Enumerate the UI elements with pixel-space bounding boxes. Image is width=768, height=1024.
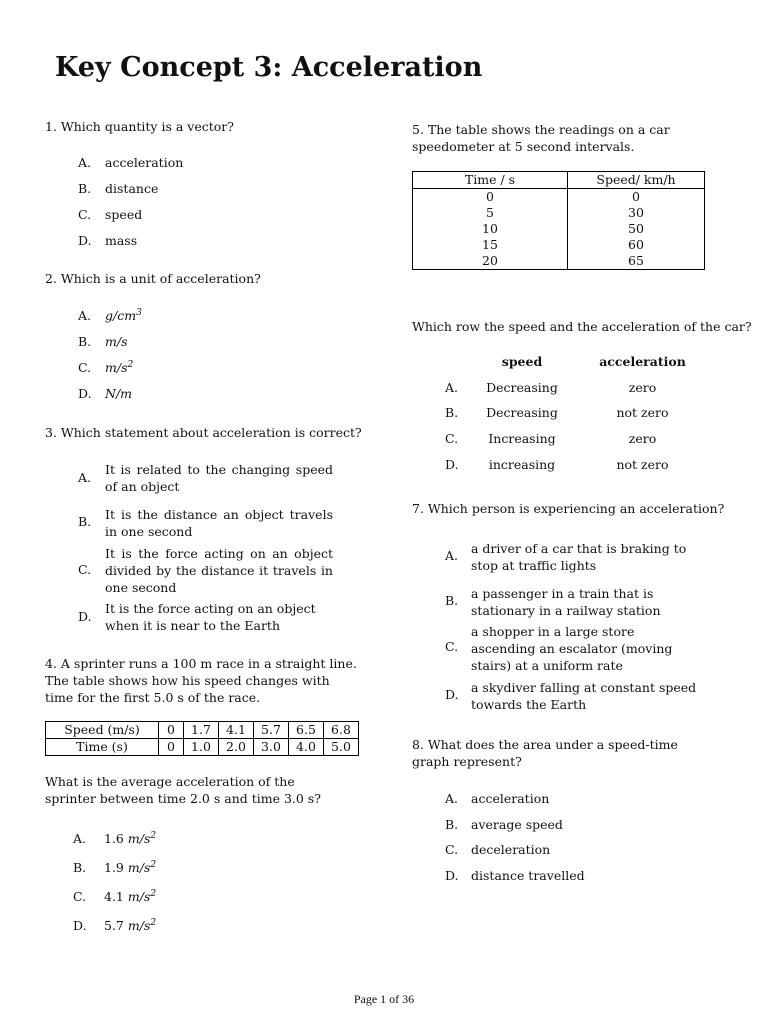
option-acceleration: zero (628, 380, 657, 395)
option-text: deceleration (471, 842, 551, 857)
option-letter: C. (78, 562, 92, 577)
option-speed: increasing (488, 457, 556, 472)
table-cell: 3.0 (254, 739, 289, 756)
option-text: a passenger in a train that is stationary in a railway station (471, 586, 661, 618)
option-math (105, 360, 133, 375)
option-exponent: 2 (150, 918, 157, 928)
option-acceleration: zero (628, 431, 657, 446)
option-value (104, 918, 156, 933)
option-letter: A. (78, 470, 92, 485)
option-letter: B. (445, 593, 459, 608)
table-cell: 6.5 (289, 722, 324, 739)
option-letter: A. (445, 380, 459, 395)
page-title: Key Concept 3: Acceleration (55, 52, 483, 83)
option-letter: C. (78, 360, 92, 375)
table-cell: 1.0 (184, 739, 219, 756)
table-cell: 0 (159, 739, 184, 756)
option-unit: m/s (127, 831, 151, 847)
option-letter: C. (445, 842, 459, 857)
option-speed: Increasing (488, 431, 556, 446)
option-unit: g/cm (105, 308, 137, 324)
question-3-text: 3. Which statement about acceleration is correct? (45, 425, 362, 440)
option-letter: B. (73, 860, 87, 875)
sprinter-table (45, 721, 359, 756)
question-4-prompt: What is the average acceleration of the sprinter between time 2.0 s and time 3.0 s? (45, 774, 321, 806)
option-acceleration: not zero (616, 457, 669, 472)
table-header: Time / s (413, 172, 568, 189)
table-cell: 6.8 (324, 722, 359, 739)
table-row (413, 189, 705, 206)
question-8-text: 8. What does the area under a speed-time graph represent? (412, 737, 678, 769)
option-math (105, 386, 132, 401)
option-exponent: 2 (150, 831, 157, 841)
option-exponent: 3 (136, 308, 142, 318)
table-cell: 1.7 (184, 722, 219, 739)
option-letter: D. (445, 457, 459, 472)
option-number: 5.7 (104, 918, 124, 934)
option-letter: B. (445, 405, 459, 420)
option-number: 4.1 (104, 889, 124, 905)
row-label: Time (s) (46, 739, 159, 756)
option-letter: C. (445, 639, 459, 654)
option-letter: A. (445, 548, 459, 563)
option-text: a shopper in a large store ascending an escalator (moving stairs) at a uniform rate (471, 624, 673, 673)
option-text: It is related to the changing speed of an object (105, 462, 333, 494)
option-letter: B. (445, 817, 459, 832)
option-text: acceleration (105, 155, 184, 170)
option-unit: N/m (105, 386, 133, 402)
table-cell: 65 (568, 253, 705, 270)
question-1-text: 1. Which quantity is a vector? (45, 119, 234, 134)
option-text: distance (105, 181, 159, 196)
option-speed: Decreasing (486, 380, 558, 395)
option-letter: A. (445, 791, 459, 806)
table-cell: 5.0 (324, 739, 359, 756)
option-value (104, 889, 156, 904)
table-header: Speed/ km/h (568, 172, 705, 189)
speedometer-table (412, 171, 705, 270)
question-7-text: 7. Which person is experiencing an acceleration? (412, 501, 725, 516)
option-letter: D. (73, 918, 87, 933)
table-cell: 5 (413, 205, 568, 221)
option-letter: A. (78, 155, 92, 170)
table-cell: 15 (413, 237, 568, 253)
option-exponent: 2 (150, 889, 157, 899)
option-text: distance travelled (471, 868, 585, 883)
option-letter: A. (78, 308, 92, 323)
table-cell: 4.0 (289, 739, 324, 756)
option-text: acceleration (471, 791, 550, 806)
option-letter: C. (78, 207, 92, 222)
option-letter: D. (78, 386, 92, 401)
table-header-row (413, 172, 705, 189)
option-letter: A. (73, 831, 87, 846)
option-letter: C. (73, 889, 87, 904)
option-unit: m/s (105, 334, 128, 350)
table-cell: 0 (568, 189, 705, 206)
table-row (413, 205, 705, 221)
option-unit: m/s (127, 918, 151, 934)
table-cell: 0 (413, 189, 568, 206)
table-row (46, 739, 359, 756)
option-letter: D. (445, 868, 459, 883)
option-value (104, 860, 156, 875)
option-math (105, 334, 127, 349)
option-text: a skydiver falling at constant speed towards the Earth (471, 680, 697, 712)
question-5-text: 5. The table shows the readings on a car speedometer at 5 second intervals. (412, 122, 670, 154)
option-letter: B. (78, 514, 92, 529)
option-letter: B. (78, 334, 92, 349)
table-cell: 10 (413, 221, 568, 237)
option-exponent: 2 (150, 860, 157, 870)
option-math (105, 308, 142, 323)
option-unit: m/s (127, 860, 151, 876)
option-text: speed (105, 207, 143, 222)
table-cell: 20 (413, 253, 568, 270)
option-text: average speed (471, 817, 563, 832)
option-number: 1.9 (104, 860, 124, 876)
option-unit: m/s (105, 360, 128, 376)
row-label: Speed (m/s) (46, 722, 159, 739)
table-row (413, 221, 705, 237)
option-letter: B. (78, 181, 92, 196)
table-cell: 30 (568, 205, 705, 221)
option-text: mass (105, 233, 138, 248)
option-letter: D. (78, 609, 92, 624)
table-cell: 0 (159, 722, 184, 739)
table-cell: 2.0 (219, 739, 254, 756)
option-letter: D. (78, 233, 92, 248)
option-value (104, 831, 156, 846)
table-row (413, 253, 705, 270)
table-cell: 5.7 (254, 722, 289, 739)
question-2-text: 2. Which is a unit of acceleration? (45, 271, 261, 286)
option-letter: D. (445, 687, 459, 702)
option-speed: Decreasing (486, 405, 558, 420)
page-number: Page 1 of 36 (353, 992, 415, 1006)
option-text: a driver of a car that is braking to stop at traffic lights (471, 541, 687, 573)
option-letter: C. (445, 431, 459, 446)
option-unit: m/s (127, 889, 151, 905)
table-row (413, 237, 705, 253)
table-cell: 50 (568, 221, 705, 237)
question-4-text: 4. A sprinter runs a 100 m race in a straight line. The table shows how his speed changes with time for the first 5.0 s of the race. (45, 656, 357, 705)
option-acceleration: not zero (616, 405, 669, 420)
question-5-prompt: Which row the speed and the acceleration of the car? (412, 319, 752, 334)
column-header-speed: speed (501, 354, 543, 369)
option-number: 1.6 (104, 831, 124, 847)
option-exponent: 2 (127, 360, 134, 370)
column-header-acceleration: acceleration (599, 354, 686, 369)
option-text: It is the force acting on an object when it is near to the Earth (105, 601, 316, 633)
table-row (46, 722, 359, 739)
table-cell: 60 (568, 237, 705, 253)
option-text: It is the force acting on an object divided by the distance it travels in one second (105, 546, 333, 595)
table-cell: 4.1 (219, 722, 254, 739)
option-text: It is the distance an object travels in one second (105, 507, 333, 539)
